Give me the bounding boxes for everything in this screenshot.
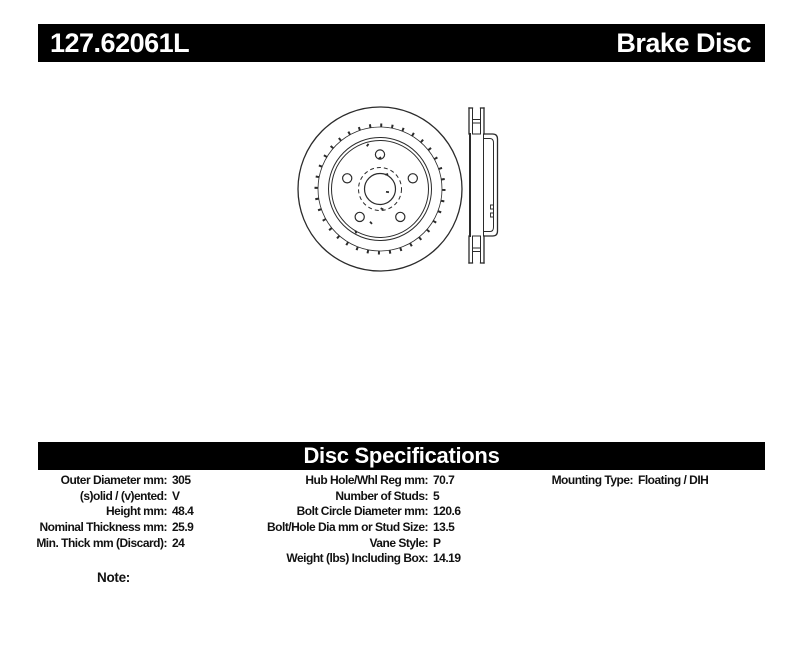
spec-label: Height mm: xyxy=(106,504,167,519)
spec-row xyxy=(0,520,800,536)
stud-holes xyxy=(343,150,418,222)
spec-label: Min. Thick mm (Discard): xyxy=(36,535,167,550)
spec-value: 13.5 xyxy=(433,520,455,535)
spec-row xyxy=(0,489,800,505)
spec-label: Bolt Circle Diameter mm: xyxy=(296,504,428,519)
spec-label: Outer Diameter mm: xyxy=(60,473,167,487)
brake-disc-front-view xyxy=(298,107,462,271)
spec-label: Vane Style: xyxy=(369,535,428,550)
spec-row xyxy=(0,551,800,567)
spec-value: 25.9 xyxy=(172,520,194,535)
hub-hole xyxy=(365,174,396,205)
spec-row xyxy=(0,504,800,520)
spec-value: V xyxy=(172,488,180,503)
spec-label: Hub Hole/Whl Reg mm: xyxy=(305,473,428,487)
product-title: Brake Disc xyxy=(616,27,751,58)
specs-section-header xyxy=(38,442,765,470)
spec-value: 305 xyxy=(172,473,191,487)
spec-value: Floating / DIH xyxy=(638,473,709,487)
spec-value: 48.4 xyxy=(172,504,194,519)
spec-value: P xyxy=(433,535,441,550)
spec-row xyxy=(0,473,800,489)
inner-drill-marks xyxy=(355,142,388,232)
spec-label: Bolt/Hole Dia mm or Stud Size: xyxy=(266,520,428,535)
spec-label: Nominal Thickness mm: xyxy=(39,520,167,535)
drill-marks-ring xyxy=(316,125,444,253)
brake-disc-side-profile xyxy=(469,108,498,263)
part-number: 127.62061L xyxy=(50,27,190,58)
spec-label: Mounting Type: xyxy=(551,473,633,487)
spec-value: 70.7 xyxy=(433,473,455,487)
specs-section-title: Disc Specifications xyxy=(303,443,500,468)
spec-value: 24 xyxy=(172,535,185,550)
spec-label: Weight (lbs) Including Box: xyxy=(286,551,428,566)
spec-value: 14.19 xyxy=(433,551,461,566)
spec-value: 120.6 xyxy=(433,504,461,519)
spec-label: (s)olid / (v)ented: xyxy=(79,488,167,503)
spec-row xyxy=(0,536,800,552)
spec-value: 5 xyxy=(433,488,440,503)
note-label: Note: xyxy=(97,570,130,585)
spec-label: Number of Studs: xyxy=(335,488,428,503)
specs-column-right xyxy=(0,473,800,489)
